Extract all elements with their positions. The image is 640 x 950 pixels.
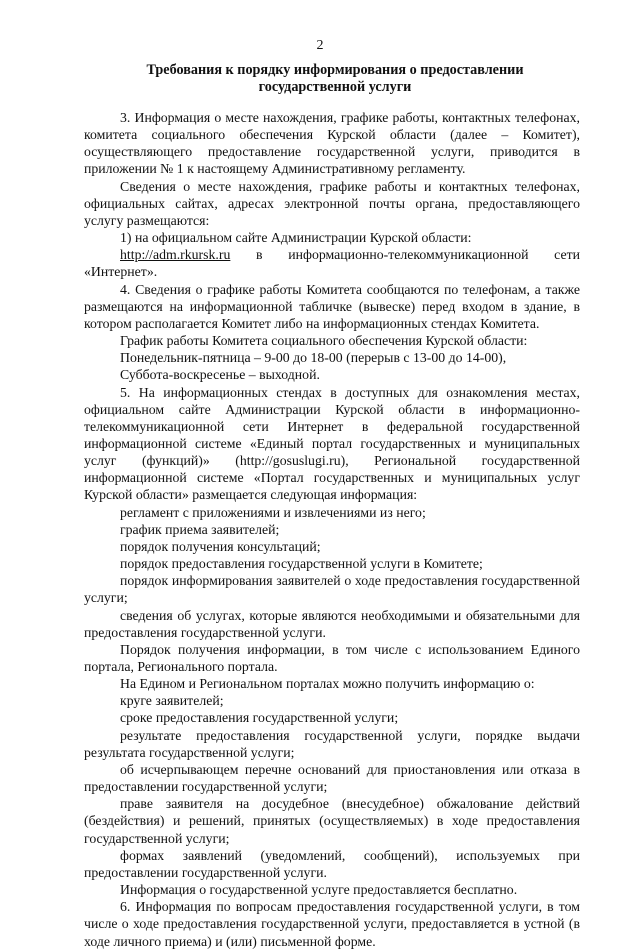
paragraph — [84, 555, 580, 572]
paragraph — [84, 366, 580, 383]
paragraph — [84, 538, 580, 555]
paragraph — [84, 178, 580, 229]
paragraph-text: Порядок получения информации, в том числе с использованием Единого портала, Регионального портала. — [84, 641, 580, 674]
paragraph — [84, 246, 580, 280]
paragraph — [84, 727, 580, 761]
paragraph — [84, 384, 580, 504]
website-link[interactable]: http://adm.rkursk.ru — [120, 247, 231, 263]
paragraph-text: круге заявителей; — [120, 693, 224, 709]
paragraph-text: 1) на официальном сайте Администрации Курской области: — [120, 230, 472, 246]
paragraph-text: праве заявителя на досудебное (внесудебное) обжалование действий (бездействия) и решений, принятых (осуществляемых) в ходе предоставления государственной услуги; — [84, 796, 580, 846]
paragraph — [84, 349, 580, 366]
paragraph-text: На Едином и Региональном порталах можно получить информацию о: — [120, 676, 535, 692]
paragraph-text: результате предоставления государственной услуги, порядке выдачи результата государственной услуги; — [84, 727, 580, 760]
paragraph-text: Сведения о месте нахождения, графике работы и контактных телефонах, официальных сайтах, адресах электронной почты органа, предоставляющего услугу размещаются: — [84, 178, 580, 228]
page-number: 2 — [316, 38, 324, 53]
paragraph-text: Понедельник-пятница – 9-00 до 18-00 (перерыв с 13-00 до 14-00), — [120, 350, 507, 366]
paragraph — [84, 521, 580, 538]
paragraph — [84, 572, 580, 606]
paragraph-text: регламент с приложениями и извлечениями из него; — [120, 504, 426, 520]
paragraph — [84, 692, 580, 709]
paragraph-text: Информация о государственной услуге предоставляется бесплатно. — [120, 882, 518, 898]
paragraph-text: Суббота-воскресенье – выходной. — [120, 367, 320, 383]
paragraph-text: график приема заявителей; — [120, 521, 280, 537]
paragraph-text: порядок получения консультаций; — [120, 538, 321, 554]
paragraph — [84, 675, 580, 692]
paragraph-text: График работы Комитета социального обеспечения Курской области: — [120, 333, 528, 349]
paragraph — [84, 898, 580, 949]
paragraph — [84, 847, 580, 881]
paragraph-text: сроке предоставления государственной услуги; — [120, 710, 399, 726]
paragraph — [84, 281, 580, 332]
paragraph-text: порядок информирования заявителей о ходе предоставления государственной услуги; — [84, 573, 580, 606]
paragraph — [84, 229, 580, 246]
paragraph — [84, 504, 580, 521]
paragraph-text: сведения об услугах, которые являются необходимыми и обязательными для предоставления государственной услуги. — [84, 607, 580, 640]
paragraph — [84, 641, 580, 675]
paragraph — [84, 109, 580, 178]
paragraph-text: формах заявлений (уведомлений, сообщений), используемых при предоставлении государственной услуги. — [84, 847, 580, 880]
paragraph — [84, 332, 580, 349]
paragraph-text: 3. Информация о месте нахождения, графике работы, контактных телефонах, комитета социального обеспечения Курской области (далее – Комитет), осуществляющего предоставление государственной услуги, приводится в приложении № 1 к настоящему Административному регламенту. — [84, 110, 580, 177]
section-title: Требования к порядку информирования о предоставлении государственной услуги — [146, 62, 524, 95]
paragraph-text: об исчерпывающем перечне оснований для приостановления или отказа в предоставлении государственной услуги; — [84, 761, 580, 795]
paragraph — [84, 881, 580, 898]
paragraph-text: в информационно-телекоммуникационной сети «Интернет». — [84, 247, 580, 280]
paragraph — [84, 761, 580, 795]
document-body — [84, 109, 580, 950]
paragraph-text: 5. На информационных стендах в доступных для ознакомления местах, официальном сайте Администрации Курской области в информационно-телекоммуникационной сети Интернет в федеральной государственной информационной системе «Единый портал государственных и муниципальных услуг (функций)» (http://gosuslugi.ru), Региональной государственной информационной системе «Портал государственных и муниципальных услуг Курской области» размещается следующая информация: — [84, 384, 580, 503]
paragraph — [84, 607, 580, 641]
paragraph — [84, 795, 580, 846]
paragraph-text: 4. Сведения о графике работы Комитета сообщаются по телефонам, а также размещаются на информационной табличке (вывеске) перед входом в здание, в котором располагается Комитет либо на информационных стендах Комитета. — [84, 281, 580, 331]
paragraph — [84, 709, 580, 726]
paragraph-text: порядок предоставления государственной услуги в Комитете; — [120, 556, 483, 572]
paragraph-text: 6. Информация по вопросам предоставления государственной услуги, в том числе о ходе предоставления государственной услуги, предоставляется в устной (в ходе личного приема) и (или) письменной форме. — [84, 899, 580, 949]
